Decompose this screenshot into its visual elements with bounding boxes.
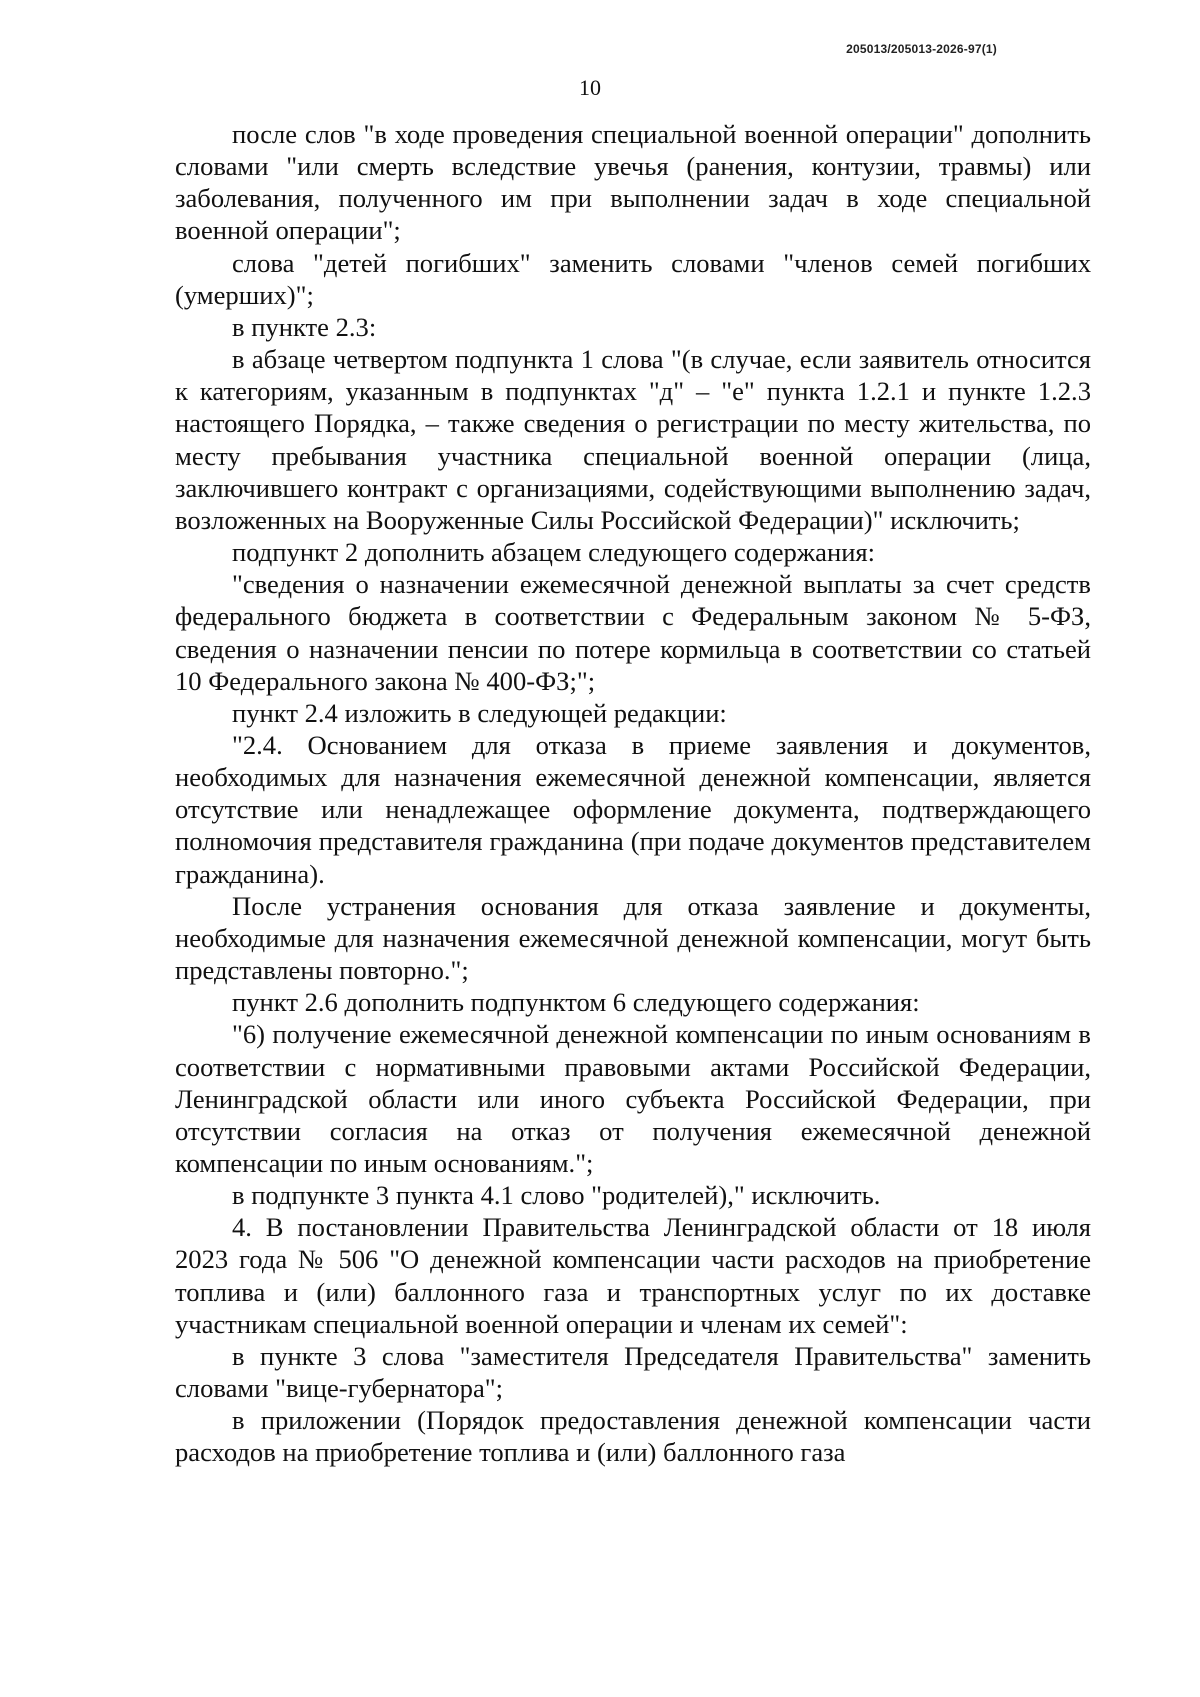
paragraph: После устранения основания для отказа заявление и документы, необходимые для назначения ежемесячной денежной компенсации, могут быть представлены повторно."; [175, 890, 1091, 986]
paragraph: пункт 2.4 изложить в следующей редакции: [232, 697, 727, 728]
document-body [175, 118, 1091, 1469]
paragraph: в абзаце четвертом подпункта 1 слова "(в случае, если заявитель относится к категориям, указанным в подпунктах "д" – "е" пункта 1.2.1 и пункте 1.2.3 настоящего Порядка, – также сведения о регистрации по месту жительства, по месту пребывания участника специальной военной операции (лица, заключившего контракт с организациями, содействующими выполнению задач, возложенных на Вооруженные Силы Российской Федерации)" исключить; [175, 344, 1091, 535]
paragraph: в пункте 2.3: [232, 311, 377, 342]
paragraph: после слов "в ходе проведения специальной военной операции" дополнить словами "или смерть вследствие увечья (ранения, контузии, травмы) или заболевания, полученного им при выполнении задач в ходе специальной военной операции"; [175, 119, 1091, 246]
paragraph: пункт 2.6 дополнить подпунктом 6 следующего содержания: [232, 987, 920, 1018]
paragraph: "6) получение ежемесячной денежной компенсации по иным основаниям в соответствии с нормативными правовыми актами Российской Федерации, Ленинградской области или иного субъекта Российской Федерации, при отсутствии согласия на отказ от получения ежемесячной денежной компенсации по иным основаниям."; [175, 1019, 1091, 1178]
paragraph: в подпункте 3 пункта 4.1 слово "родителей)," исключить. [232, 1180, 881, 1211]
paragraph: "2.4. Основанием для отказа в приеме заявления и документов, необходимых для назначения ежемесячной денежной компенсации, является отсутствие или ненадлежащее оформление документа, подтверждающего полномочия представителя гражданина (при подаче документов представителем гражданина). [175, 729, 1091, 889]
page-number: 10 [579, 75, 601, 100]
paragraph: "сведения о назначении ежемесячной денежной выплаты за счет средств федерального бюджета в соответствии с Федеральным законом № 5-ФЗ, сведения о назначении пенсии по потере кормильца в соответствии со статьей 10 Федерального закона № 400-ФЗ;"; [175, 569, 1091, 696]
paragraph: 4. В постановлении Правительства Ленинградской области от 18 июля 2023 года № 506 "О денежной компенсации части расходов на приобретение топлива и (или) баллонного газа и транспортных услуг по их доставке участникам специальной военной операции и членам их семей": [175, 1212, 1091, 1339]
paragraph: в приложении (Порядок предоставления денежной компенсации части расходов на приобретение топлива и (или) баллонного газа [175, 1405, 1091, 1468]
paragraph: в пункте 3 слова "заместителя Председателя Правительства" заменить словами "вице-губернатора"; [175, 1340, 1091, 1404]
document-id: 205013/205013-2026-97(1) [846, 42, 997, 56]
paragraph: подпункт 2 дополнить абзацем следующего содержания: [232, 537, 876, 568]
paragraph: слова "детей погибших" заменить словами "членов семей погибших (умерших)"; [175, 247, 1091, 310]
